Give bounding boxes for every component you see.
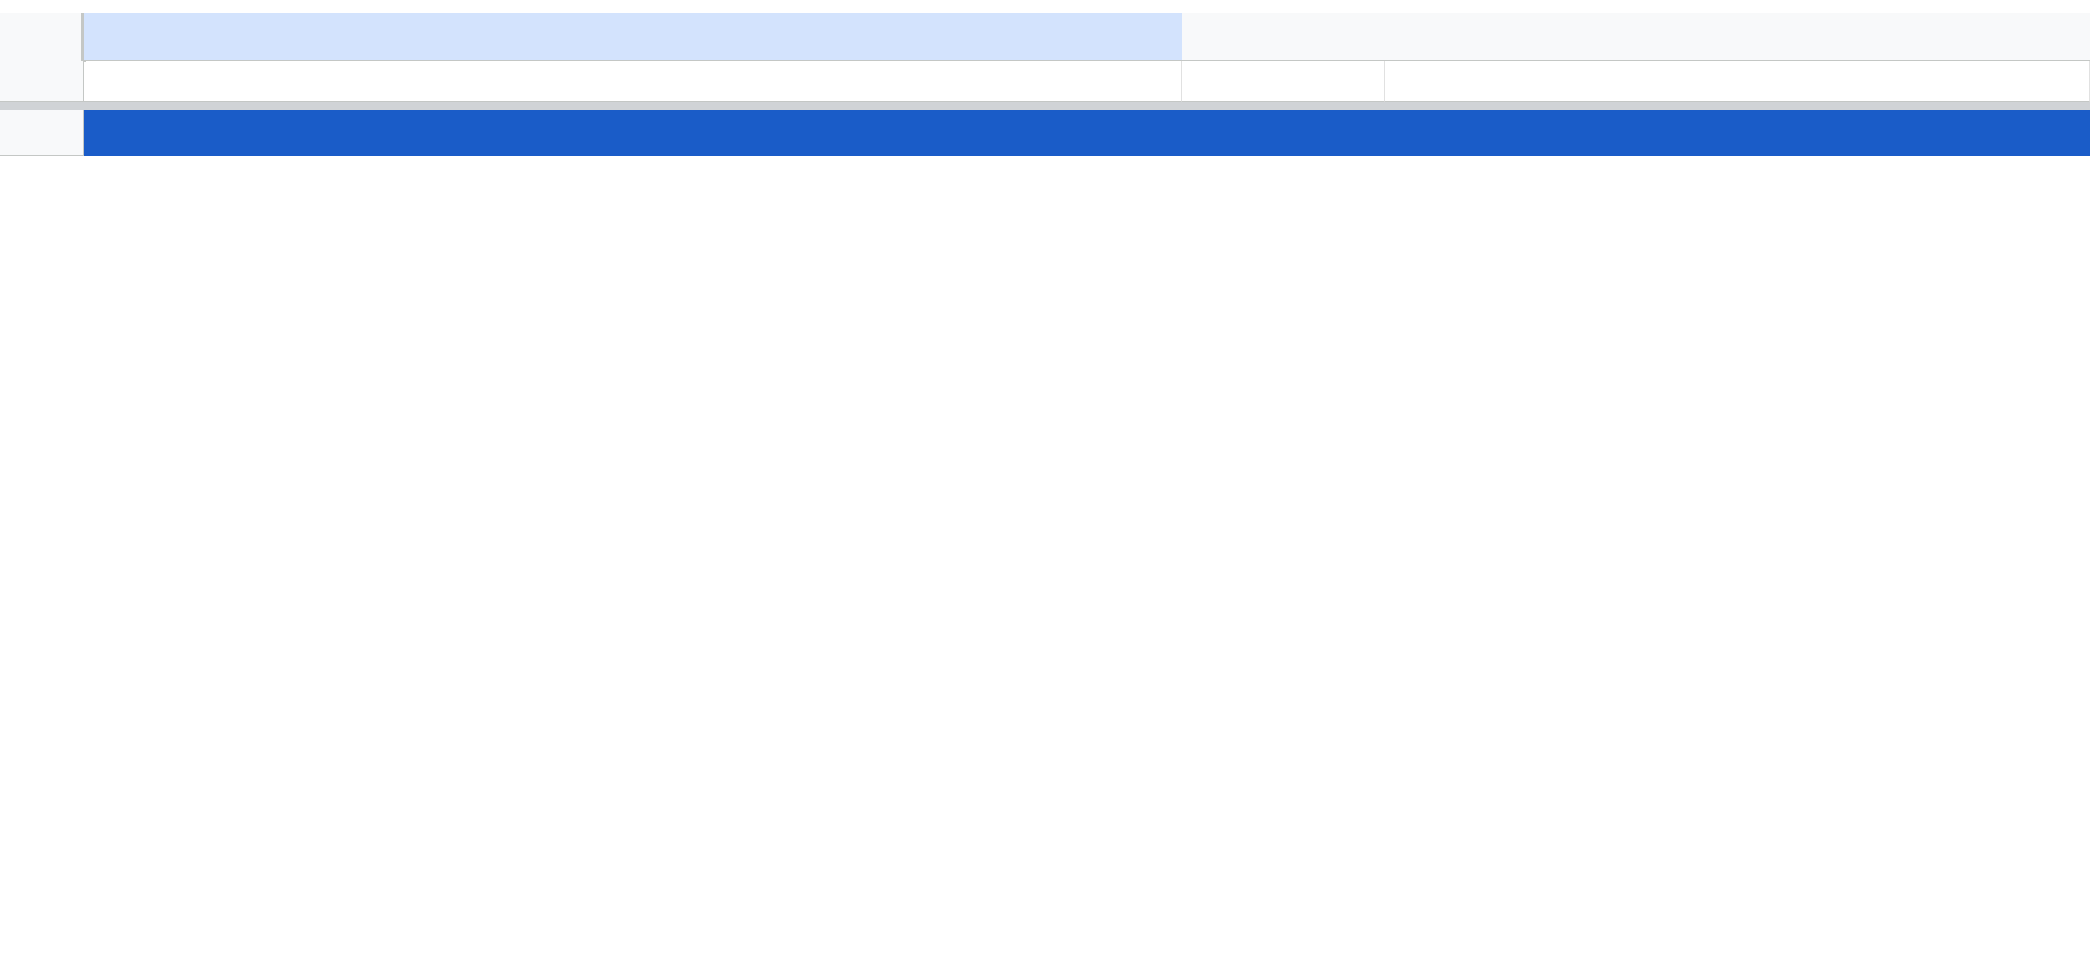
row-number[interactable] — [0, 61, 84, 102]
toolbar-strip — [0, 0, 2090, 14]
header-row — [0, 61, 2090, 102]
header-cell-implementation-details[interactable] — [1385, 61, 2090, 102]
column-header-a[interactable] — [84, 13, 1183, 61]
column-header-c[interactable] — [1385, 13, 2090, 61]
column-header-b[interactable] — [1182, 13, 1386, 61]
column-header-row — [0, 13, 2090, 61]
header-cell-yes-no-na[interactable] — [1182, 61, 1385, 102]
row-number[interactable] — [0, 110, 84, 156]
select-all-corner[interactable] — [0, 13, 86, 62]
section-title-cell[interactable] — [84, 110, 1182, 156]
section-cell-b[interactable] — [1182, 110, 1385, 156]
header-cell-control-theme[interactable] — [84, 61, 1182, 102]
freeze-divider[interactable] — [0, 102, 84, 110]
freeze-divider[interactable] — [84, 102, 2090, 110]
section-cell-c[interactable] — [1385, 110, 2090, 156]
section-row — [0, 110, 2090, 156]
